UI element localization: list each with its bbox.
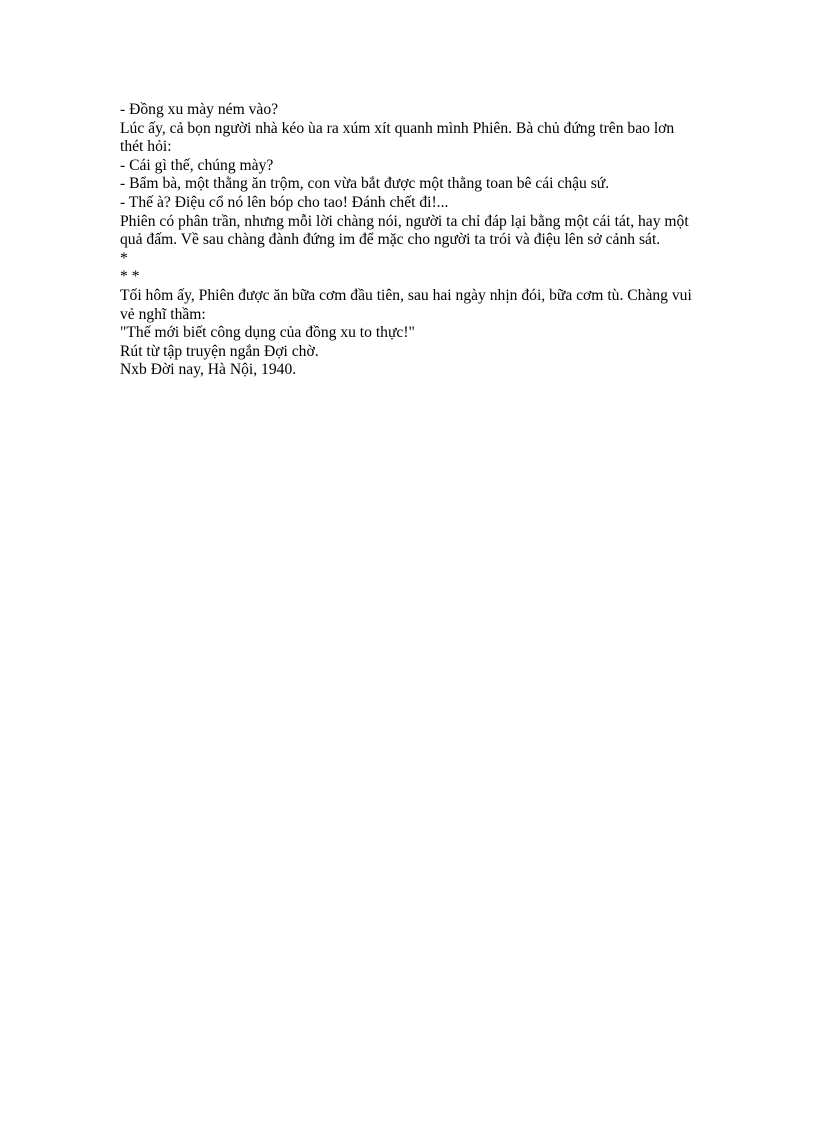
dialogue-line-thief: - Bẩm bà, một thằng ăn trộm, con vừa bắt được một thằng toan bê cái chậu sứ. [120, 175, 610, 193]
source-note: Rút từ tập truyện ngắn Đợi chờ. [120, 342, 319, 360]
document-page [120, 101, 700, 380]
paragraph-evening: Tối hôm ấy, Phiên được ăn bữa cơm đầu tiên, sau hai ngày nhịn đói, bữa cơm tù. Chàng vui vẻ nghĩ thầm: [120, 286, 692, 323]
section-divider-double: * * [120, 268, 140, 286]
dialogue-line-beat: - Thế à? Điệu cổ nó lên bóp cho tao! Đánh chết đi!... [120, 193, 449, 211]
dialogue-line-coin: - Đồng xu mày ném vào? [120, 101, 279, 118]
paragraph-crowd: Lúc ấy, cả bọn người nhà kéo ùa ra xúm xít quanh mình Phiên. Bà chủ đứng trên bao lơn thét hỏi: [120, 119, 675, 156]
dialogue-line-what: - Cái gì thế, chúng mày? [120, 156, 274, 174]
paragraph-arrest: Phiên có phân trần, nhưng mỗi lời chàng nói, người ta chỉ đáp lại bằng một cái tát, hay một quả đấm. Về sau chàng đành đứng im để mặc cho người ta trói và điệu lên sở cảnh sát. [120, 212, 689, 249]
publisher-note: Nxb Đời nay, Hà Nội, 1940. [120, 361, 297, 379]
quote-line: "Thế mới biết công dụng của đồng xu to thực!" [120, 324, 415, 342]
section-divider-single: * [120, 249, 128, 267]
